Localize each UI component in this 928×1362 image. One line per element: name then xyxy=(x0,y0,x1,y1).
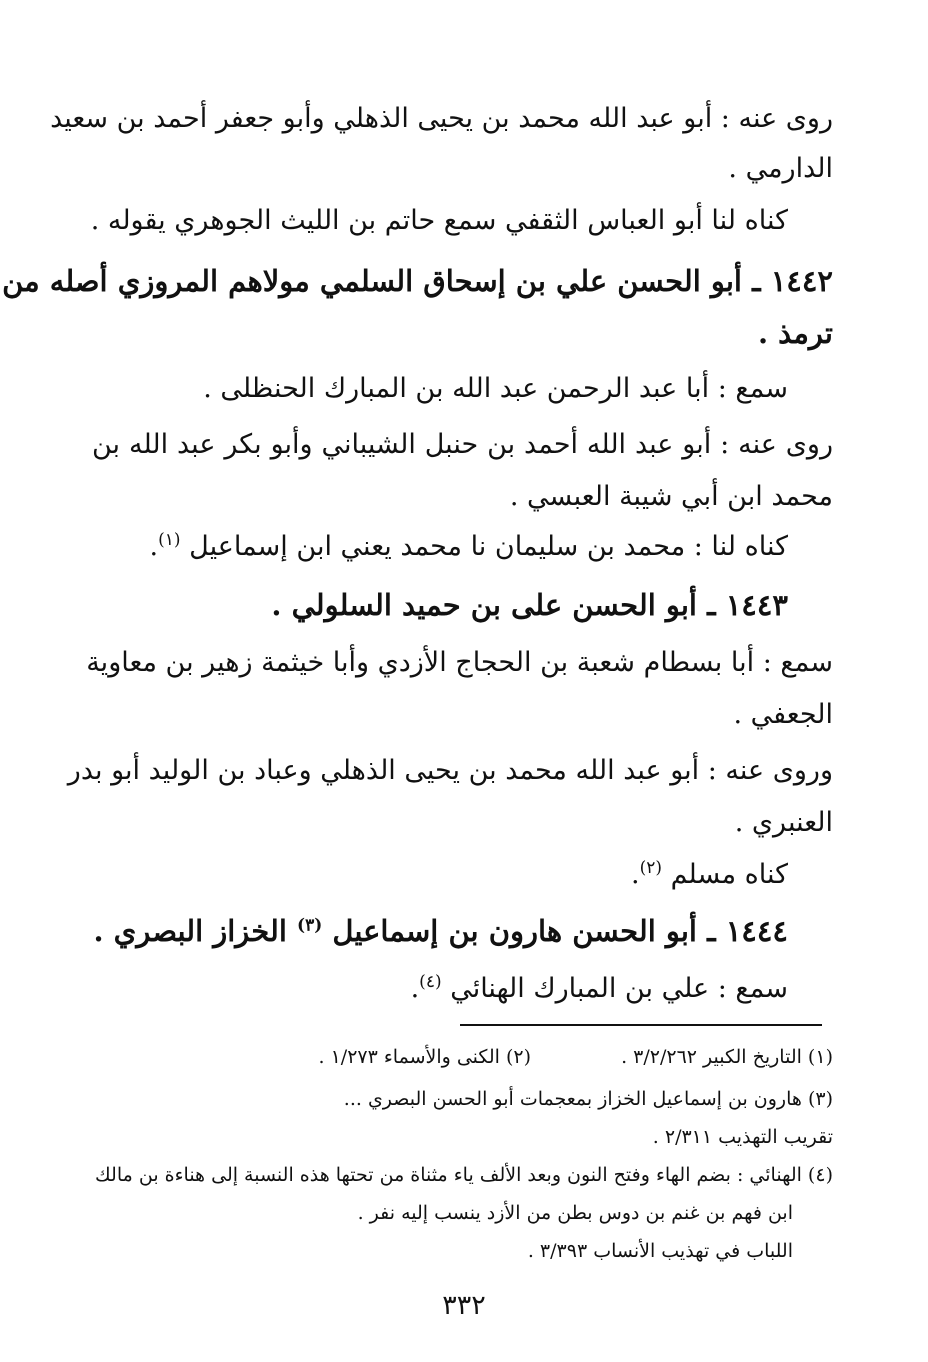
text-line: العنبري . xyxy=(734,807,833,838)
footnote-ref-4: (٤) xyxy=(419,972,442,992)
text-line: سمع : أبا بسطام شعبة بن الحجاج الأزدي وأبا خيثمة زهير بن معاوية xyxy=(86,647,833,678)
heading-text: ١٤٤٤ ـ أبو الحسن هارون بن إسماعيل xyxy=(332,914,788,948)
footnote-3-cont: تقريب التهذيب ٢/٣١١ . xyxy=(652,1126,833,1148)
footnote-ref-3: (٣) xyxy=(297,915,323,936)
line-text: سمع : علي بن المبارك الهنائي xyxy=(450,973,788,1004)
entry-heading-1444 xyxy=(92,908,788,954)
footnote-4-cont: ابن فهم بن غنم بن دوس بطن من الأزد ينسب إليه نفر . xyxy=(357,1202,793,1224)
footnote-1: (١) التاريخ الكبير ٣/٢/٢٦٢ . xyxy=(621,1046,833,1068)
footnote-3: (٣) هارون بن إسماعيل الخزاز بمعجمات أبو الحسن البصري ... xyxy=(343,1088,833,1110)
text-line: الدارمي . xyxy=(728,153,833,184)
heading-text-cont: الخزاز البصري . xyxy=(93,914,287,948)
footnote-ref-1: (١) xyxy=(158,530,181,550)
text-line xyxy=(92,524,788,570)
footnote-4-source: اللباب في تهذيب الأنساب ٣/٣٩٣ . xyxy=(527,1240,793,1262)
entry-heading-1442-cont: ترمذ . xyxy=(757,316,833,350)
text-line: وروى عنه : أبو عبد الله محمد بن يحيى الذهلي وعباد بن الوليد أبو بدر xyxy=(67,755,833,786)
text-line: روى عنه : أبو عبد الله محمد بن يحيى الذهلي وأبو جعفر أحمد بن سعيد xyxy=(50,103,833,134)
line-text: كناه مسلم xyxy=(670,859,788,890)
footnote-line xyxy=(92,1040,833,1074)
end-period: . xyxy=(149,531,159,562)
text-line xyxy=(92,852,788,898)
footnote-divider xyxy=(460,1024,822,1026)
end-period: . xyxy=(630,859,640,890)
text-line: محمد ابن أبي شيبة العبسي . xyxy=(509,481,833,512)
text-line xyxy=(92,966,788,1012)
text-line: روى عنه : أبو عبد الله أحمد بن حنبل الشيباني وأبو بكر عبد الله بن xyxy=(92,429,833,460)
text-line: كناه لنا أبو العباس الثقفي سمع حاتم بن الليث الجوهري يقوله . xyxy=(90,205,788,236)
footnote-ref-2: (٢) xyxy=(639,858,662,878)
line-text: كناه لنا : محمد بن سليمان نا محمد يعني ابن إسماعيل xyxy=(189,531,788,562)
entry-heading-1442: ١٤٤٢ ـ أبو الحسن علي بن إسحاق السلمي مولاهم المروزي أصله من xyxy=(2,264,833,298)
text-line: سمع : أبا عبد الرحمن عبد الله بن المبارك الحنظلى . xyxy=(203,373,788,404)
footnote-4: (٤) الهنائي : بضم الهاء وفتح النون وبعد الألف ياء مثناة من تحتها هذه النسبة إلى هناءة بن مالك xyxy=(95,1164,833,1186)
end-period: . xyxy=(410,973,420,1004)
page-number: ٣٣٢ xyxy=(442,1290,486,1321)
text-line: الجعفي . xyxy=(733,699,833,730)
footnote-2: (٢) الكنى والأسماء ١/٢٧٣ . xyxy=(318,1046,532,1068)
entry-heading-1443: ١٤٤٣ ـ أبو الحسن على بن حميد السلولي . xyxy=(271,588,788,622)
